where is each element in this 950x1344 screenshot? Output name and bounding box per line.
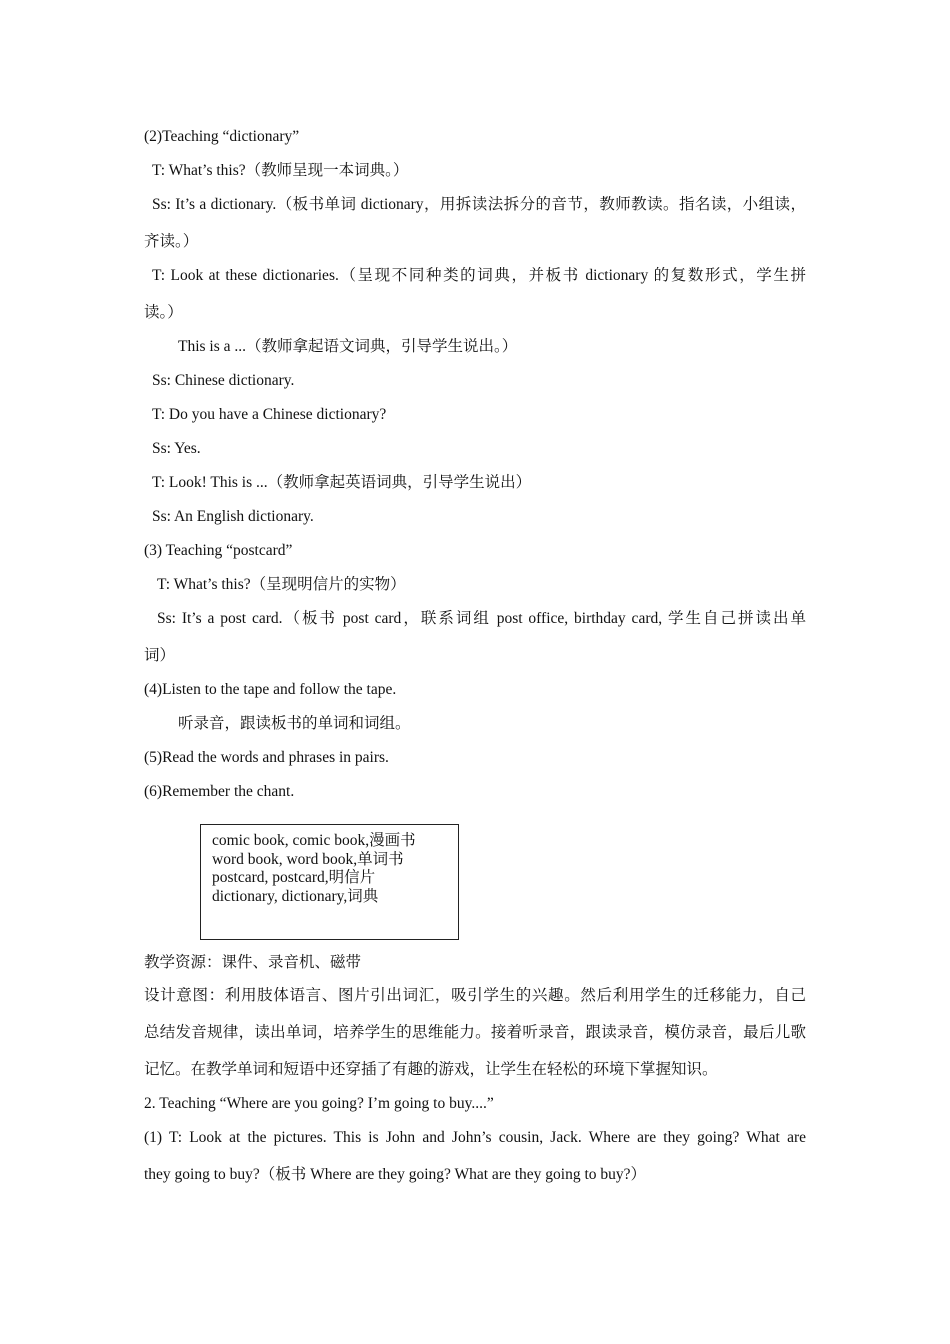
dialogue-line: T: What’s this?（呈现明信片的实物） [157, 576, 406, 593]
dialogue-line: T: Do you have a Chinese dictionary? [152, 406, 387, 423]
dialogue-line: This is a ...（教师拿起语文词典，引导学生说出。） [178, 338, 518, 355]
dialogue-line: Ss: Yes. [152, 440, 201, 457]
dialogue-line: Ss: An English dictionary. [152, 508, 314, 525]
dialogue-line-continued: 词） [144, 647, 176, 664]
chant-line: postcard, postcard,明信片 [212, 869, 376, 886]
step-read-pairs: (5)Read the words and phrases in pairs. [144, 749, 389, 766]
dialogue-line: T: What’s this?（教师呈现一本词典。） [152, 162, 409, 179]
chant-line: dictionary, dictionary,词典 [212, 887, 379, 905]
section-heading-where-going: 2. Teaching “Where are you going? I’m going to buy....” [144, 1095, 494, 1112]
step-remember-chant: (6)Remember the chant. [144, 783, 295, 800]
step-line-continued: they going to buy?（板书 Where are they going? What are they going to buy?） [144, 1166, 647, 1183]
chant-line: comic book, comic book,漫画书 [212, 832, 416, 849]
chant-line: word book, word book,单词书 [212, 850, 404, 868]
step-line: (1) T: Look at the pictures. This is John and John’s cousin, Jack. Where are they going? What are [144, 1129, 806, 1146]
chant-box [200, 824, 459, 940]
teaching-resources: 教学资源：课件、录音机、磁带 [144, 954, 362, 971]
heading-teaching-postcard: (3) Teaching “postcard” [144, 542, 293, 559]
design-intent-line: 总结发音规律，读出单词，培养学生的思维能力。接着听录音，跟读录音，模仿录音，最后儿歌 [144, 1024, 806, 1041]
heading-teaching-dictionary: (2)Teaching “dictionary” [144, 128, 300, 145]
dialogue-line: Ss: Chinese dictionary. [152, 372, 295, 389]
dialogue-line-continued: 齐读。） [144, 233, 199, 250]
step-listen-cn: 听录音，跟读板书的单词和词组。 [178, 715, 411, 732]
design-intent-line: 设计意图：利用肢体语言、图片引出词汇，吸引学生的兴趣。然后利用学生的迁移能力，自己 [144, 987, 806, 1004]
design-intent-line: 记忆。在教学单词和短语中还穿插了有趣的游戏，让学生在轻松的环境下掌握知识。 [144, 1061, 718, 1078]
dialogue-line: Ss: It’s a post card.（板书 post card，联系词组 post office, birthday card, 学生自己拼读出单 [157, 610, 806, 627]
dialogue-line: T: Look! This is ...（教师拿起英语词典，引导学生说出） [152, 474, 532, 491]
dialogue-line: Ss: It’s a dictionary.（板书单词 dictionary，用拆读法拆分的音节，教师教读。指名读，小组读， [152, 196, 806, 213]
dialogue-line-continued: 读。） [144, 304, 183, 321]
dialogue-line: T: Look at these dictionaries.（呈现不同种类的词典，并板书 dictionary 的复数形式，学生拼 [152, 267, 806, 284]
step-listen: (4)Listen to the tape and follow the tape. [144, 681, 397, 698]
